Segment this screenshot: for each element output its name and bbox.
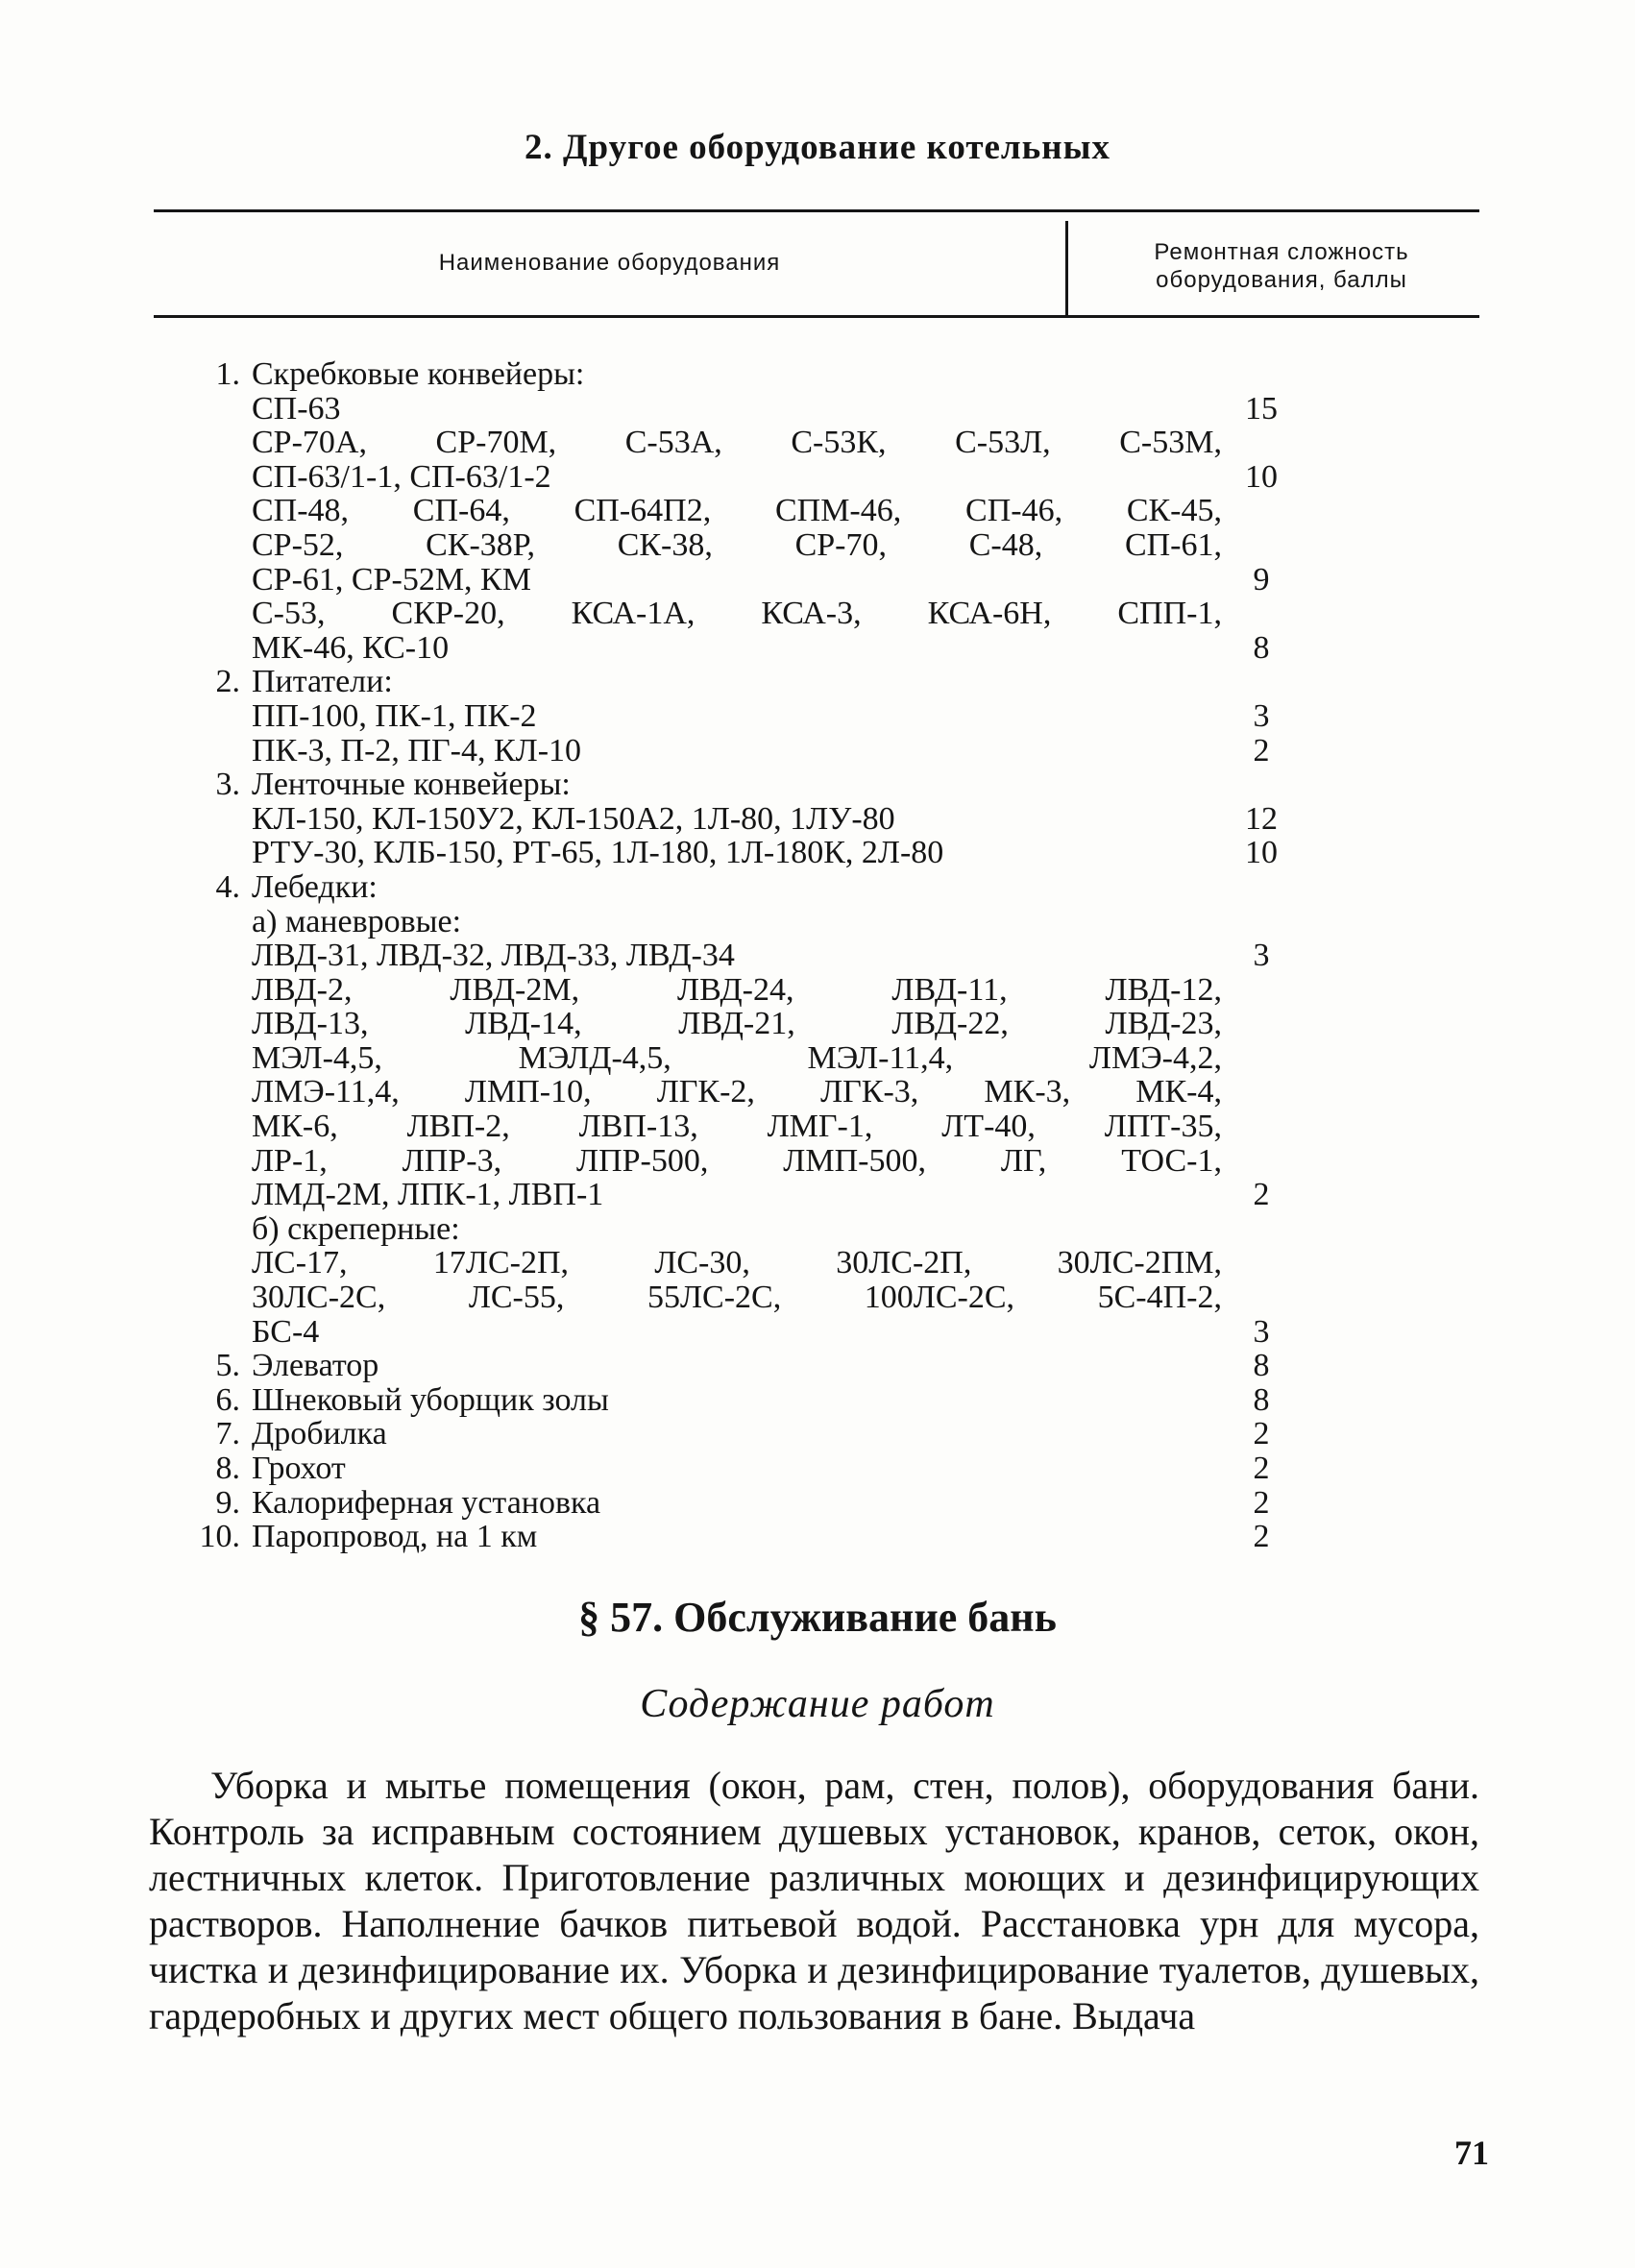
row-equipment-name: СП-63 (252, 390, 341, 427)
row-equipment-name: Калориферная установка (252, 1484, 601, 1521)
row-complexity-value: 2 (1253, 1451, 1270, 1486)
row-equipment-name: ЛВД-31, ЛВД-32, ЛВД-33, ЛВД-34 (252, 938, 735, 974)
row-equipment-name: Шнековый уборщик золы (252, 1381, 609, 1418)
row-equipment-name: Скребковые конвейеры: (252, 356, 585, 392)
row-complexity-value: 8 (1253, 1381, 1270, 1418)
row-complexity-value: 12 (1245, 800, 1278, 837)
table-column-divider (1065, 221, 1068, 315)
row-equipment-name: СП-63/1-1, СП-63/1-2 (252, 458, 551, 495)
row-equipment-name: ЛМЭ-11,4, ЛМП-10, ЛГК-2, ЛГК-3, МК-3, МК-4, (252, 1075, 1222, 1110)
table-row (183, 631, 1335, 666)
row-equipment-name: СР-52, СК-38Р, СК-38, СР-70, С-48, СП-61, (252, 527, 1222, 563)
table-row (183, 1417, 1335, 1451)
row-number: 1. (215, 356, 240, 392)
table-row (183, 699, 1335, 734)
table-row (183, 665, 1335, 699)
row-complexity-value: 10 (1245, 835, 1278, 871)
table-row (183, 836, 1335, 870)
table-row (183, 1315, 1335, 1350)
row-equipment-name: МК-6, ЛВП-2, ЛВП-13, ЛМГ-1, ЛТ-40, ЛПТ-35, (252, 1110, 1222, 1145)
subheading: Содержание работ (640, 1682, 995, 1726)
table-row (183, 1144, 1335, 1179)
row-number: 4. (215, 868, 240, 905)
table-row (183, 1280, 1335, 1315)
row-equipment-name: КЛ-150, КЛ-150У2, КЛ-150А2, 1Л-80, 1ЛУ-80 (252, 800, 895, 837)
table-row (183, 1451, 1335, 1486)
row-equipment-name: 30ЛС-2С, ЛС-55, 55ЛС-2С, 100ЛС-2С, 5С-4П-2, (252, 1280, 1222, 1316)
row-complexity-value: 2 (1253, 1416, 1270, 1452)
column-header-name: Наименование оборудования (438, 250, 781, 276)
row-number: 8. (215, 1451, 240, 1486)
row-equipment-name: СР-61, СР-52М, КМ (252, 561, 531, 597)
table-row (183, 1486, 1335, 1521)
table-row (183, 1212, 1335, 1247)
row-complexity-value: 3 (1253, 697, 1270, 734)
row-complexity-value: 3 (1253, 938, 1270, 974)
table-row (183, 939, 1335, 973)
page-number: 71 (1454, 2134, 1489, 2172)
table-row (183, 1246, 1335, 1280)
row-equipment-name: ЛС-17, 17ЛС-2П, ЛС-30, 30ЛС-2П, 30ЛС-2ПМ, (252, 1246, 1222, 1281)
section-title: 2. Другое оборудование котельных (525, 128, 1110, 167)
table-row (183, 528, 1335, 563)
row-equipment-name: СР-70А, СР-70М, С-53А, С-53К, С-53Л, С-53М, (252, 426, 1222, 461)
table-header (154, 209, 1479, 317)
table-row (183, 1007, 1335, 1041)
row-equipment-name: Лебедки: (252, 868, 378, 905)
row-complexity-value: 3 (1253, 1313, 1270, 1350)
table-row (183, 1349, 1335, 1383)
row-complexity-value: 10 (1245, 458, 1278, 495)
table-row (183, 1178, 1335, 1212)
row-equipment-name: ПК-3, П-2, ПГ-4, КЛ-10 (252, 732, 582, 768)
row-equipment-name: ЛВД-2, ЛВД-2М, ЛВД-24, ЛВД-11, ЛВД-12, (252, 972, 1222, 1008)
row-equipment-name: ЛМД-2М, ЛПК-1, ЛВП-1 (252, 1177, 604, 1213)
row-equipment-name: Питатели: (252, 664, 393, 700)
row-equipment-name: Грохот (252, 1451, 346, 1486)
table-row (183, 973, 1335, 1008)
table-row (183, 1075, 1335, 1110)
table-row (183, 357, 1335, 392)
row-equipment-name: Ленточные конвейеры: (252, 767, 571, 803)
row-complexity-value: 2 (1253, 1484, 1270, 1521)
row-equipment-name: СП-48, СП-64, СП-64П2, СПМ-46, СП-46, СК-45, (252, 494, 1222, 529)
table-body (183, 357, 1335, 1554)
table-row (183, 1110, 1335, 1144)
row-complexity-value: 2 (1253, 1177, 1270, 1213)
row-equipment-name: РТУ-30, КЛБ-150, РТ-65, 1Л-180, 1Л-180К, 2Л-80 (252, 835, 944, 871)
table-row (183, 460, 1335, 495)
table-row (183, 563, 1335, 597)
row-equipment-name: МК-46, КС-10 (252, 629, 450, 666)
table-top-rule (154, 209, 1479, 212)
table-row (183, 494, 1335, 528)
table-row (183, 1383, 1335, 1418)
row-complexity-value: 9 (1253, 561, 1270, 597)
row-equipment-name: Элеватор (252, 1348, 379, 1384)
row-equipment-name: б) скреперные: (252, 1210, 460, 1247)
row-complexity-value: 15 (1245, 390, 1278, 427)
row-equipment-name: Дробилка (252, 1416, 387, 1452)
row-number: 10. (199, 1519, 240, 1555)
row-equipment-name: ПП-100, ПК-1, ПК-2 (252, 697, 537, 734)
row-equipment-name: МЭЛ-4,5, МЭЛД-4,5, МЭЛ-11,4, ЛМЭ-4,2, (252, 1040, 1222, 1076)
row-number: 3. (215, 767, 240, 803)
table-row (183, 768, 1335, 802)
row-number: 5. (215, 1348, 240, 1384)
table-row (183, 597, 1335, 631)
table-row (183, 734, 1335, 768)
column-header-value-line2: оборудования, баллы (1156, 267, 1407, 293)
row-equipment-name: ЛР-1, ЛПР-3, ЛПР-500, ЛМП-500, ЛГ, ТОС-1, (252, 1143, 1222, 1179)
row-equipment-name: Паропровод, на 1 км (252, 1519, 538, 1555)
paragraph-heading: § 57. Обслуживание бань (578, 1594, 1057, 1641)
row-number: 9. (215, 1484, 240, 1521)
table-row (183, 1041, 1335, 1076)
row-complexity-value: 2 (1253, 1519, 1270, 1555)
row-number: 7. (215, 1416, 240, 1452)
row-number: 2. (215, 664, 240, 700)
row-complexity-value: 8 (1253, 1348, 1270, 1384)
row-equipment-name: С-53, СКР-20, КСА-1А, КСА-3, КСА-6Н, СПП-1, (252, 597, 1222, 632)
table-header-bottom-rule (154, 315, 1479, 318)
table-row (183, 870, 1335, 905)
body-paragraph: Уборка и мытье помещения (окон, рам, стен, полов), оборудования бани. Контроль за исправным состоянием душевых установок, кранов, сеток, окон, лестничных клеток. Приготовление различных моющих и дезинфицирующих растворов. Наполнение бачков питьевой водой. Расстановка урн для мусора, чистка и дезинфицирование их. Уборка и дезинфицирование туалетов, душевых, гардеробных и других мест общего пользования в бане. Выдача (149, 1764, 1479, 2037)
table-row (183, 1520, 1335, 1554)
row-number: 6. (215, 1381, 240, 1418)
row-equipment-name: БС-4 (252, 1313, 320, 1350)
row-equipment-name: ЛВД-13, ЛВД-14, ЛВД-21, ЛВД-22, ЛВД-23, (252, 1007, 1222, 1042)
table-row (183, 426, 1335, 460)
column-header-value-line1: Ремонтная сложность (1154, 239, 1409, 265)
row-complexity-value: 2 (1253, 732, 1270, 768)
table-row (183, 802, 1335, 837)
row-equipment-name: а) маневровые: (252, 903, 462, 939)
table-row (183, 905, 1335, 939)
column-header-value (1084, 238, 1479, 294)
row-complexity-value: 8 (1253, 629, 1270, 666)
table-row (183, 392, 1335, 427)
